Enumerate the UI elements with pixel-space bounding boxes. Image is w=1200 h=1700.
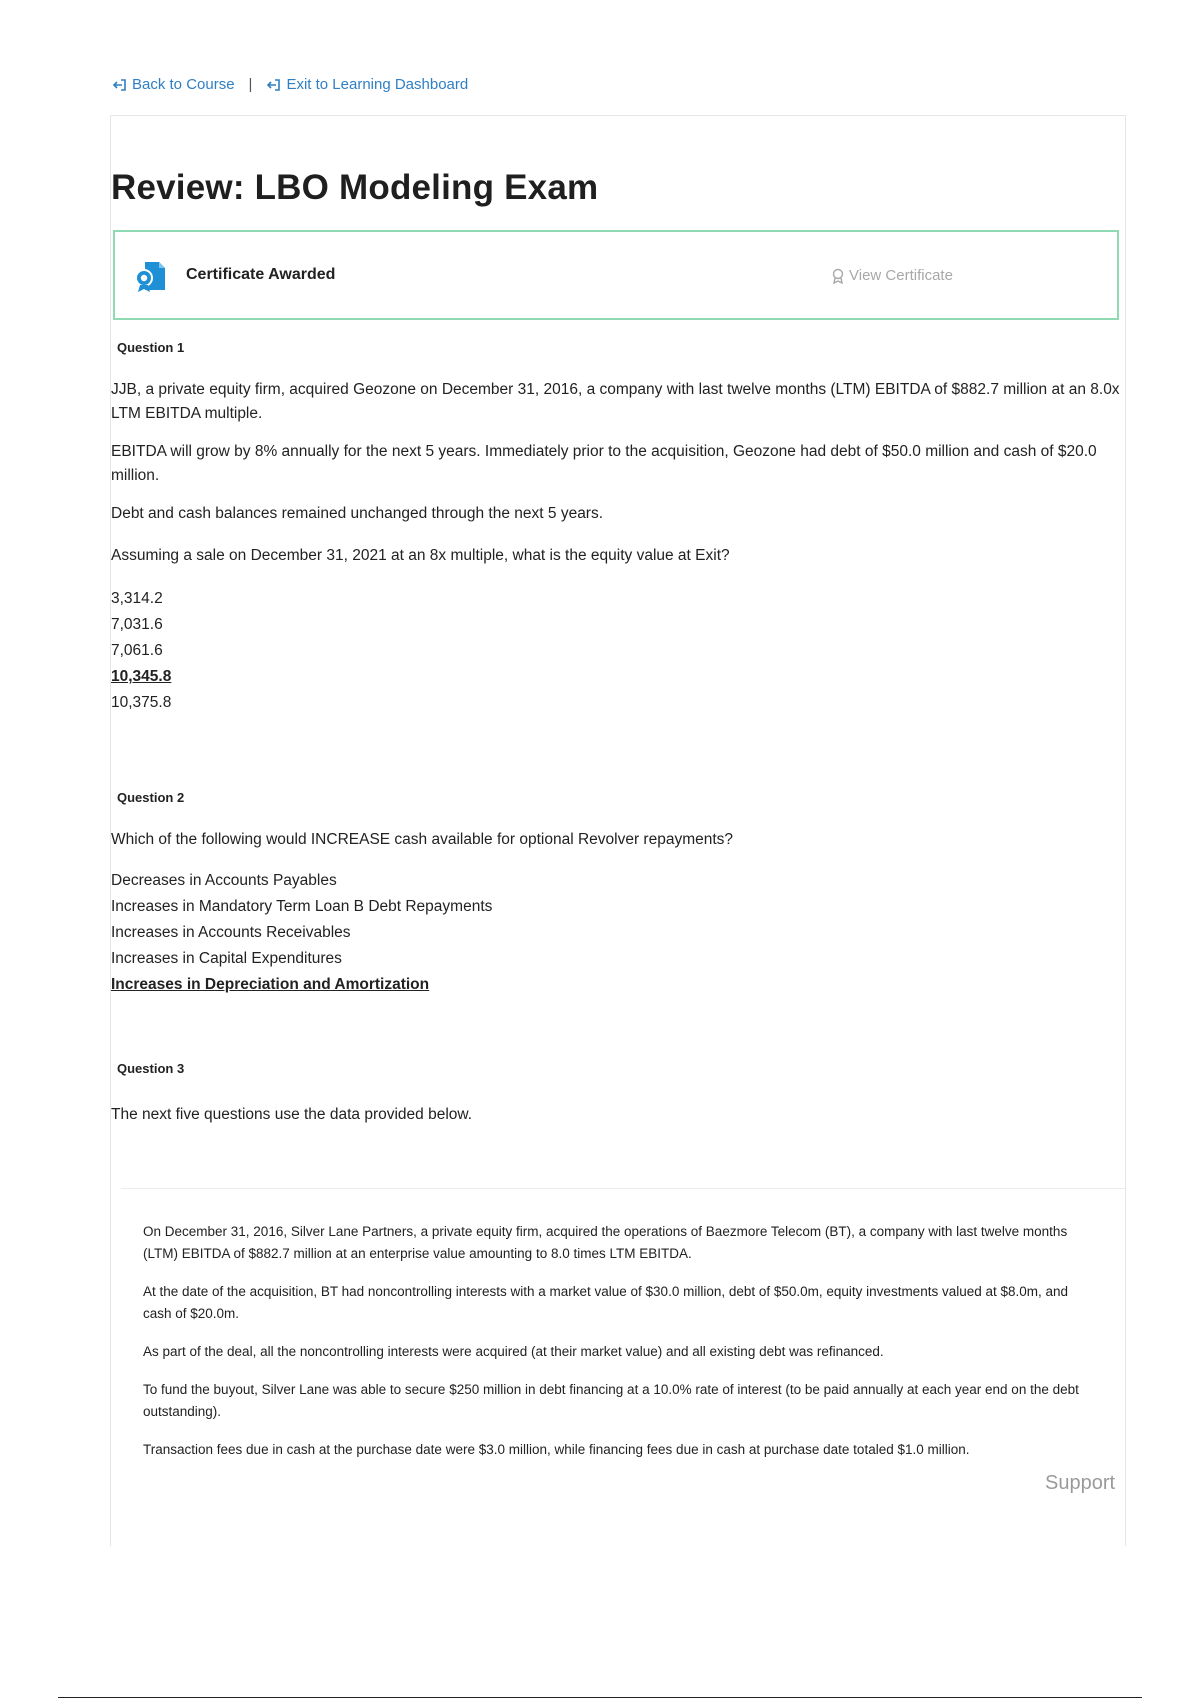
- footer-divider: [58, 1697, 1142, 1698]
- case-data-panel: [121, 1188, 1125, 1547]
- case-data-paragraph: On December 31, 2016, Silver Lane Partners, a private equity firm, acquired the operations of Baezmore Telecom (BT), a company with last twelve months (LTM) EBITDA of $882.7 million at an enterprise value amounting to 8.0 times LTM EBITDA.: [143, 1224, 1068, 1261]
- question-1-text: EBITDA will grow by 8% annually for the next 5 years. Immediately prior to the acquisition, Geozone had debt of $50.0 million and cash of $20.0 million.: [111, 443, 1097, 484]
- question-3-label: Question 3: [117, 1061, 185, 1076]
- answer-option[interactable]: 7,031.6: [111, 616, 163, 633]
- certificate-icon: [133, 258, 169, 294]
- answer-option[interactable]: 7,061.6: [111, 642, 163, 659]
- answer-option[interactable]: Increases in Accounts Receivables: [111, 924, 351, 941]
- question-1-text: Debt and cash balances remained unchanged through the next 5 years.: [111, 505, 604, 522]
- answer-option[interactable]: Decreases in Accounts Payables: [111, 872, 337, 889]
- exit-dashboard-link[interactable]: [266, 76, 468, 93]
- question-2-options: [111, 868, 492, 998]
- support-button[interactable]: Support: [1045, 1472, 1116, 1494]
- answer-option[interactable]: 3,314.2: [111, 590, 163, 607]
- case-data-paragraph: At the date of the acquisition, BT had noncontrolling interests with a market value of $30.0 million, debt of $50.0m, equity investments valued at $8.0m, and cash of $20.0m.: [143, 1284, 1069, 1321]
- certificate-awarded-label: Certificate Awarded: [186, 266, 336, 283]
- answer-option[interactable]: Increases in Mandatory Term Loan B Debt Repayments: [111, 898, 493, 915]
- question-3-prompt: The next five questions use the data provided below.: [111, 1106, 473, 1123]
- view-certificate-button[interactable]: [831, 267, 953, 284]
- top-nav: [112, 76, 468, 93]
- question-2-prompt: Which of the following would INCREASE cash available for optional Revolver repayments?: [111, 831, 734, 848]
- view-certificate-label: View Certificate: [849, 267, 953, 284]
- exam-review-card: [110, 115, 1126, 1546]
- page-title: Review: LBO Modeling Exam: [111, 168, 599, 207]
- case-data-paragraph: Transaction fees due in cash at the purchase date were $3.0 million, while financing fees due in cash at purchase date totaled $1.0 million.: [143, 1442, 970, 1457]
- case-data-paragraph: As part of the deal, all the noncontrolling interests were acquired (at their market value) and all existing debt was refinanced.: [143, 1344, 884, 1359]
- exit-dashboard-label: Exit to Learning Dashboard: [286, 76, 469, 93]
- question-1-prompt: Assuming a sale on December 31, 2021 at an 8x multiple, what is the equity value at Exit?: [111, 547, 730, 564]
- correct-answer-option[interactable]: Increases in Depreciation and Amortization: [111, 976, 430, 993]
- back-to-course-link[interactable]: [112, 76, 235, 93]
- case-data-paragraph: To fund the buyout, Silver Lane was able to secure $250 million in debt financing at a 10.0% rate of interest (to be paid annually at each year end on the debt outstanding).: [143, 1382, 1079, 1419]
- question-1-text: JJB, a private equity firm, acquired Geozone on December 31, 2016, a company with last twelve months (LTM) EBITDA of $882.7 million at an 8.0x LTM EBITDA multiple.: [111, 381, 1120, 422]
- correct-answer-option[interactable]: 10,345.8: [111, 668, 172, 685]
- certificate-banner: [113, 230, 1119, 320]
- question-2-label: Question 2: [117, 790, 185, 805]
- ribbon-icon: [831, 268, 845, 284]
- nav-separator: |: [248, 76, 253, 93]
- answer-option[interactable]: 10,375.8: [111, 694, 172, 711]
- question-1-label: Question 1: [117, 340, 185, 355]
- exit-arrow-icon: [112, 77, 128, 93]
- back-to-course-label: Back to Course: [132, 76, 235, 93]
- exit-arrow-icon: [266, 77, 282, 93]
- answer-option[interactable]: Increases in Capital Expenditures: [111, 950, 342, 967]
- question-1-options: [111, 586, 171, 716]
